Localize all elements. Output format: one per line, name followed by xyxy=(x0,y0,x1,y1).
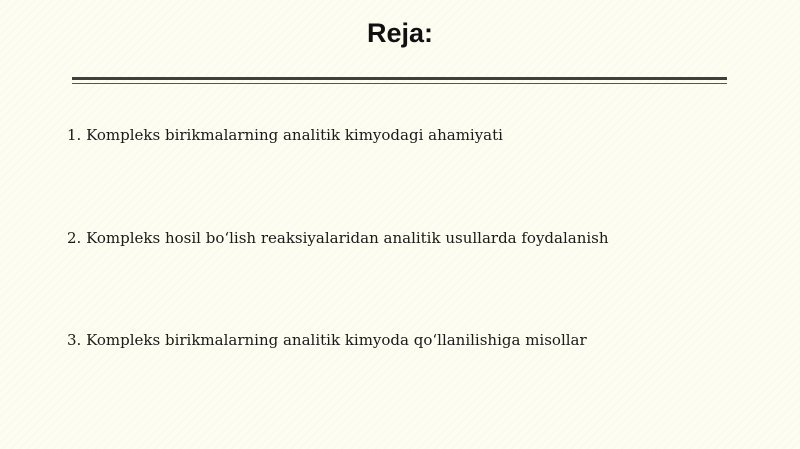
plan-item-2: 2. Kompleks hosil bo‘lish reaksiyalaridan analitik usullarda foydalanish xyxy=(67,229,609,247)
plan-item-3: 3. Kompleks birikmalarning analitik kimyoda qo‘llanilishiga misollar xyxy=(67,331,587,349)
plan-item-1: 1. Kompleks birikmalarning analitik kimyodagi ahamiyati xyxy=(67,126,503,144)
slide-title: Reja: xyxy=(366,18,434,48)
title-divider-thick xyxy=(72,77,727,80)
title-divider-thin xyxy=(72,83,727,84)
